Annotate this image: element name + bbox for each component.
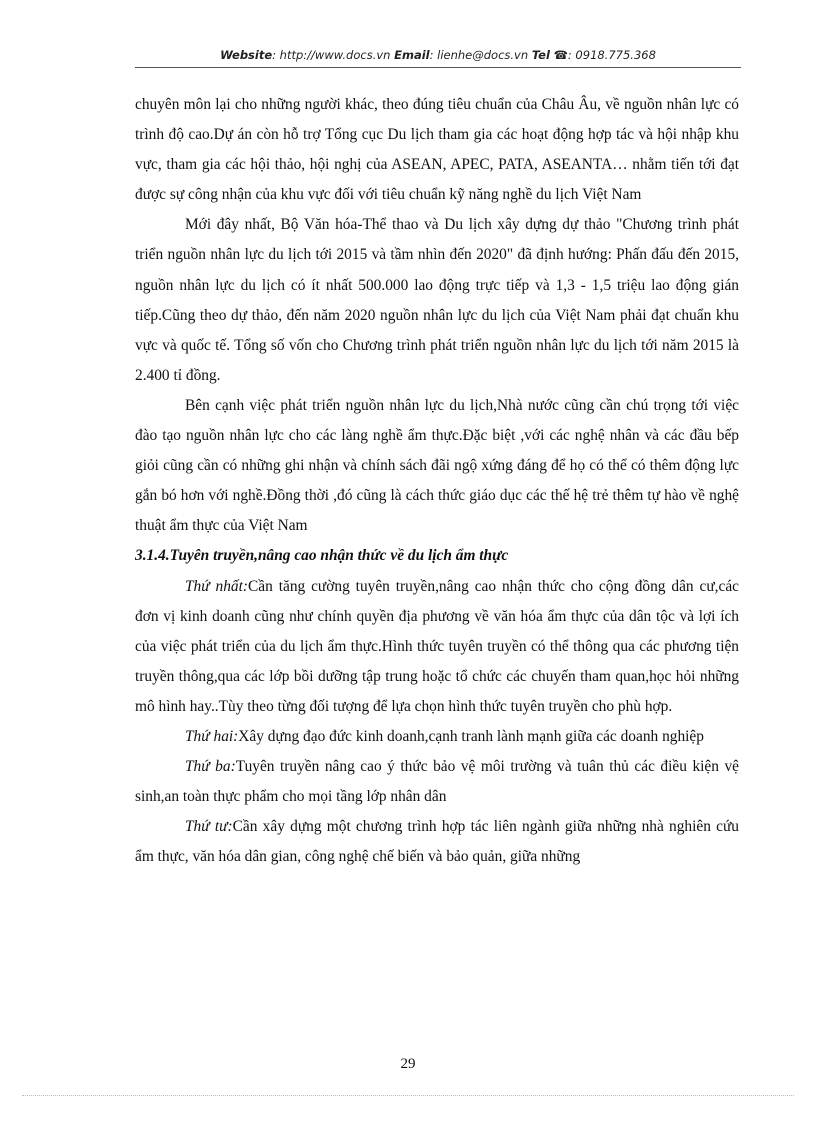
item-text: Cần xây dựng một chương trình hợp tác liên ngành giữa những nhà nghiên cứu ẩm thực, văn hóa dân gian, công nghệ chế biến và bảo quản, giữa những	[135, 818, 739, 866]
item-text: Cần tăng cường tuyên truyền,nâng cao nhận thức cho cộng đồng dân cư,các đơn vị kinh doanh cũng như chính quyền địa phương về văn hóa ẩm thực của dân tộc và lợi ích của việc phát triển của du lịch ẩm thực.Hình thức tuyên truyền có thể thông qua các phương tiện truyền thông,qua các lớp bồi dưỡng tập trung hoặc tổ chức các chuyến tham quan,học hỏi những mô hình hay..Tùy theo từng đối tượng để lựa chọn hình thức tuyên truyền cho phù hợp.	[135, 577, 740, 715]
page-header	[135, 48, 741, 62]
list-item	[135, 752, 739, 812]
paragraph: chuyên môn lại cho những người khác, theo đúng tiêu chuẩn của Châu Âu, về nguồn nhân lực có trình độ cao.Dự án còn hỗ trợ Tổng cục Du lịch tham gia các hoạt động hợp tác và hội nhập khu vực, tham gia các hội thảo, hội nghị của ASEAN, APEC, PATA, ASEANTA… nhằm tiến tới đạt được sự công nhận của khu vực đối với tiêu chuẩn kỹ năng nghề du lịch Việt Nam	[135, 96, 739, 204]
header-rule	[135, 67, 741, 68]
item-lead: Thứ tư:	[185, 818, 233, 836]
email-value: : lienhe@docs.vn	[429, 48, 529, 62]
item-lead: Thứ ba:	[185, 758, 236, 776]
page-number: 29	[400, 1056, 416, 1072]
paragraph: Bên cạnh việc phát triển nguồn nhân lực du lịch,Nhà nước cũng cần chú trọng tới việc đào tạo nguồn nhân lực cho các làng nghề ẩm thực.Đặc biệt ,với các nghệ nhân và các đầu bếp giỏi cũng cần có những ghi nhận và chính sách đãi ngộ xứng đáng để họ có thể có thêm động lực gắn bó hơn với nghề.Đồng thời ,đó cũng là cách thức giáo dục các thế hệ trẻ thêm tự hào về nghệ thuật ẩm thực của Việt Nam	[135, 396, 739, 535]
item-text: Xây dựng đạo đức kinh doanh,cạnh tranh lành mạnh giữa các doanh nghiệp	[238, 727, 704, 745]
section-heading: 3.1.4.Tuyên truyền,nâng cao nhận thức về du lịch ẩm thực	[135, 547, 509, 565]
list-item	[135, 722, 739, 752]
phone-icon: ☎	[553, 48, 568, 62]
paragraph: Mới đây nhất, Bộ Văn hóa-Thể thao và Du lịch xây dựng dự thảo "Chương trình phát triển nguồn nhân lực du lịch tới 2015 và tầm nhìn đến 2020" đã định hướng: Phấn đấu đến 2015, nguồn nhân lực du lịch có ít nhất 500.000 lao động trực tiếp và 1,3 - 1,5 triệu lao động gián tiếp.Cũng theo dự thảo, đến năm 2020 nguồn nhân lực du lịch của Việt Nam phải đạt chuẩn khu vực và quốc tế. Tổng số vốn cho Chương trình phát triển nguồn nhân lực du lịch tới năm 2015 là 2.400 tỉ đồng.	[135, 216, 739, 384]
item-text: Tuyên truyền nâng cao ý thức bảo vệ môi trường và tuân thủ các điều kiện vệ sinh,an toàn thực phẩm cho mọi tầng lớp nhân dân	[135, 758, 739, 806]
footer-divider	[22, 1095, 794, 1096]
website-label: Website	[220, 48, 273, 62]
item-lead: Thứ hai:	[185, 727, 239, 745]
website-value: : http://www.docs.vn	[272, 48, 391, 62]
tel-label: Tel	[531, 48, 550, 62]
document-body	[135, 90, 739, 872]
list-item	[135, 812, 739, 872]
email-label: Email	[394, 48, 430, 62]
list-item	[135, 572, 739, 722]
tel-value: : 0918.775.368	[567, 48, 656, 62]
item-lead: Thứ nhất:	[185, 577, 249, 595]
